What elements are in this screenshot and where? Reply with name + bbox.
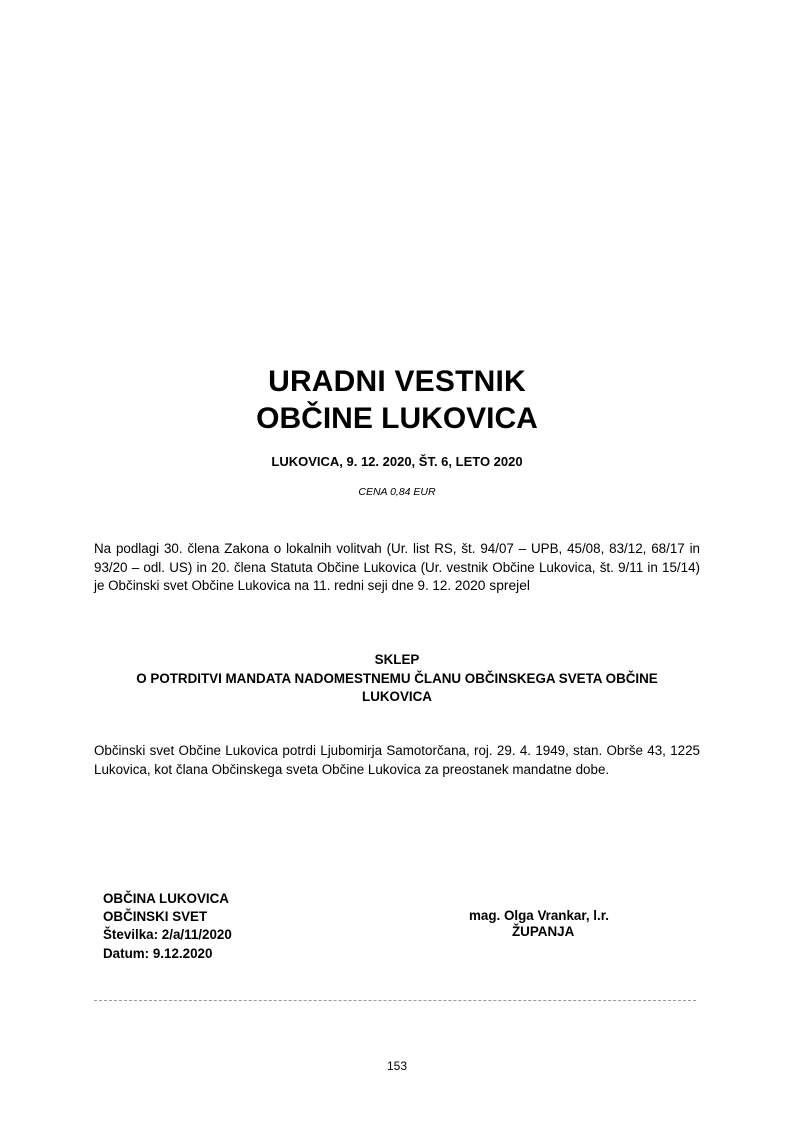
signer-role: ŽUPANJA <box>512 924 575 939</box>
legal-basis-text: Na podlagi 30. člena Zakona o lokalnih volitvah (Ur. list RS, št. 94/07 – UPB, 45/08, 83/12, 68/17 in 93/20 – odl. US) in 20. člena Statuta Občine Lukovica (Ur. vestnik Občine Lukovica, št. 9/11 in 15/14) je Občinski svet Občine Lukovica na 11. redni seji dne 9. 12. <box>94 541 700 594</box>
page-number: 153 <box>386 1059 408 1073</box>
legal-basis-paragraph <box>94 540 700 596</box>
gazette-title-line2: OBČINE LUKOVICA <box>256 402 538 435</box>
issuer-block <box>103 890 232 963</box>
decision-body: Občinski svet Občine Lukovica potrdi Ljubomirja Samotorčana, roj. 29. 4. 1949, stan. Obrše 43, 1225 Lukovica, kot člana Občinskega sveta Občine Lukovica za preostanek mandatne dobe. <box>94 743 700 777</box>
footer-divider <box>94 1000 696 1001</box>
decision-title-block <box>94 651 700 707</box>
document-date: Datum: 9.12.2020 <box>103 945 213 961</box>
signer-name: mag. Olga Vrankar, l.r. <box>469 908 609 923</box>
document-number: Številka: 2/a/11/2020 <box>103 927 232 943</box>
gazette-title-line1: URADNI VESTNIK <box>268 365 526 398</box>
decision-subtitle-line1: O POTRDITVI MANDATA NADOMESTNEMU ČLANU OBČINSKEGA SVETA OBČINE <box>136 670 658 686</box>
issuer-council: OBČINSKI SVET <box>103 909 208 925</box>
issuer-municipality: OBČINA LUKOVICA <box>103 891 229 906</box>
legal-basis-text-end: 2020 sprejel <box>454 578 530 594</box>
issue-info: LUKOVICA, 9. 12. 2020, ŠT. 6, LETO 2020 <box>271 454 523 469</box>
decision-heading: SKLEP <box>374 652 420 667</box>
decision-subtitle-line2: LUKOVICA <box>362 689 432 704</box>
issue-price: CENA 0,84 EUR <box>358 486 436 498</box>
